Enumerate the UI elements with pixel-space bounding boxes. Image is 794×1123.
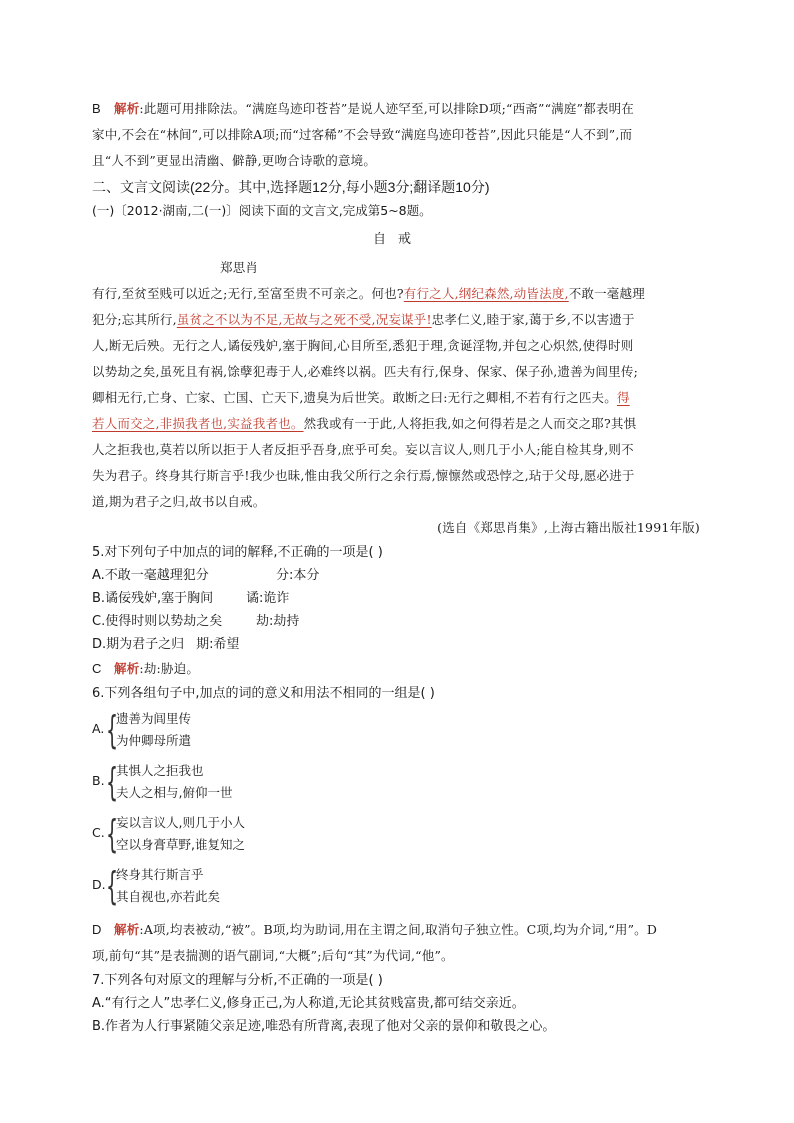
option-letter: C.	[92, 825, 105, 840]
passage-line	[92, 489, 704, 515]
passage-text: 然我或有一于此,人将拒我,如之何得若是之人而交之耶?其惧	[303, 416, 637, 431]
q5-option	[92, 587, 704, 610]
q6-options	[92, 709, 704, 911]
passage-text: 道,期为君子之归,故书以自戒。	[92, 494, 266, 509]
q6-stem: 6.下列各组句子中,加点的词的意义和用法不相同的一组是( )	[92, 686, 435, 701]
option-gloss: 劫:劫持	[256, 614, 300, 629]
passage-line	[92, 437, 704, 463]
passage-text: 有行,至贫至贱可以近之;无行,至富至贵不可亲之。何也?	[92, 286, 404, 301]
passage-line	[92, 411, 704, 437]
highlighted-phrase: 得	[616, 390, 630, 405]
q7-option-b: B.作者为人行事紧随父亲足迹,唯恐有所背离,表现了他对父亲的景仰和敬畏之心。	[92, 1019, 556, 1034]
highlighted-phrase: 若人而交之,非损我者也,实益我者也。	[92, 416, 304, 431]
option-gloss: 谲:诡诈	[246, 591, 290, 606]
option-sentence-2: 为仲卿母所遣	[116, 733, 192, 748]
q6-option	[92, 761, 704, 807]
highlighted-phrase: 虽贫之不以为不足,无故与之死不受,况妄谋乎!	[176, 312, 432, 327]
brace-icon: {	[106, 864, 119, 908]
analysis-label: 解析	[114, 101, 140, 116]
analysis-label: 解析	[114, 922, 140, 937]
passage-line	[92, 307, 704, 333]
option-sentence-2: 其自视也,亦若此矣	[116, 889, 220, 904]
passage-line	[92, 281, 704, 307]
passage-body	[92, 281, 704, 515]
option-sentence-2: 夫人之相与,俯仰一世	[116, 785, 233, 800]
option-sentence-2: 空以身膏草野,谁复知之	[116, 837, 245, 852]
analysis-label: 解析	[114, 661, 140, 676]
q5-options	[92, 564, 704, 656]
q7-stem: 7.下列各句对原文的理解与分析,不正确的一项是( )	[92, 973, 383, 988]
answer-letter: D	[92, 922, 102, 937]
passage-text: 不敢一毫越理	[568, 286, 645, 301]
brace-icon: {	[106, 812, 119, 856]
passage-text: 卿相无行,亡身、亡家、亡国、亡天下,遗臭为后世笑。敢断之曰:无行之卿相,不若有行之匹夫。	[92, 390, 617, 405]
document-page	[92, 96, 704, 1038]
q5-stem: 5.对下列句子中加点的词的解释,不正确的一项是( )	[92, 545, 383, 560]
passage-text: 忠孝仁义,睦于家,蔼于乡,不以害遗于	[431, 312, 635, 327]
passage-author: 郑思肖	[220, 260, 259, 275]
passage-text: 人,断无后殃。无行之人,谲佞残妒,塞于胸间,心目所至,悉犯于理,贪诞淫物,并包之心炽然,使得时则	[92, 338, 634, 353]
option-letter: B.	[92, 773, 105, 788]
q6-option	[92, 709, 704, 755]
passage-text: 人之拒我也,莫若以所以拒于人者反拒乎吾身,庶乎可矣。妄以言议人,则几于小人;能自检其身,则不	[92, 442, 634, 457]
brace-icon: {	[106, 760, 119, 804]
answer-letter: B	[92, 101, 101, 116]
option-sentence-1: 遗善为闾里传	[116, 711, 192, 726]
option-text: A.不敢一毫越理犯分	[92, 568, 209, 583]
option-letter: D.	[92, 877, 106, 892]
passage-line	[92, 463, 704, 489]
q5-option	[92, 564, 704, 587]
option-text: D.期为君子之归	[92, 637, 185, 652]
q5-option	[92, 633, 704, 656]
q4-answer-line-3: 且“人不到”更显出清幽、僻静,更吻合诗歌的意境。	[92, 153, 377, 168]
q5-answer: C 解析:劫:胁迫。	[92, 656, 704, 682]
option-gloss: 期:希望	[196, 637, 240, 652]
option-letter: A.	[92, 721, 105, 736]
passage-source: (选自《郑思肖集》,上海古籍出版社1991年版)	[437, 520, 700, 535]
passage-title: 自戒	[372, 232, 423, 247]
brace-icon: {	[106, 708, 119, 752]
option-gloss: 分:本分	[276, 568, 320, 583]
passage-text: 犯分;忘其所行,	[92, 312, 177, 327]
section-subheading: (一)〔2012·湖南,二(一)〕阅读下面的文言文,完成第5~8题。	[92, 203, 432, 218]
passage-line	[92, 385, 704, 411]
passage-text: 失为君子。终身其行斯言乎!我少也昧,惟由我父所行之余行焉,懔懔然或恐悖之,玷于父母,愿必进于	[92, 468, 635, 483]
q4-answer-line-1: B 解析:此题可用排除法。“满庭鸟迹印苍苔”是说人迹罕至,可以排除D项;“西斋”“满庭”都表明在	[92, 96, 704, 122]
passage-line	[92, 359, 704, 385]
section-heading: 二、文言文阅读(22分。其中,选择题12分,每小题3分;翻译题10分)	[92, 179, 490, 195]
option-sentence-1: 妄以言议人,则几于小人	[116, 815, 245, 830]
q4-answer-line-2: 家中,不会在“林间”,可以排除A项;而“过客稀”不会导致“满庭鸟迹印苍苔”,因此只能是“人不到”,而	[92, 127, 633, 142]
option-sentence-1: 其惧人之拒我也	[116, 763, 204, 778]
q7-option-a: A.“有行之人”忠孝仁义,修身正己,为人称道,无论其贫贱富贵,都可结交亲近。	[92, 996, 525, 1011]
answer-letter: C	[92, 661, 102, 676]
passage-text: 以势劫之矣,虽死且有祸,馀孽犯毒于人,必难终以祸。匹夫有行,保身、保家、保子孙,遗善为闾里传;	[92, 364, 638, 379]
option-sentence-1: 终身其行斯言乎	[116, 867, 204, 882]
q6-option	[92, 865, 704, 911]
highlighted-phrase: 有行之人,纲纪森然,动皆法度,	[403, 286, 569, 301]
passage-line	[92, 333, 704, 359]
q6-answer-line-1: D 解析:A项,均表被动,“被”。B项,均为助词,用在主谓之间,取消句子独立性。C项,均为介词,“用”。D	[92, 917, 704, 943]
q6-option	[92, 813, 704, 859]
q5-option	[92, 610, 704, 633]
q6-answer-line-2: 项,前句“其”是表揣测的语气副词,“大概”;后句“其”为代词,“他”。	[92, 948, 454, 963]
option-text: C.使得时则以势劫之矣	[92, 614, 223, 629]
option-text: B.谲佞残妒,塞于胸间	[92, 591, 214, 606]
